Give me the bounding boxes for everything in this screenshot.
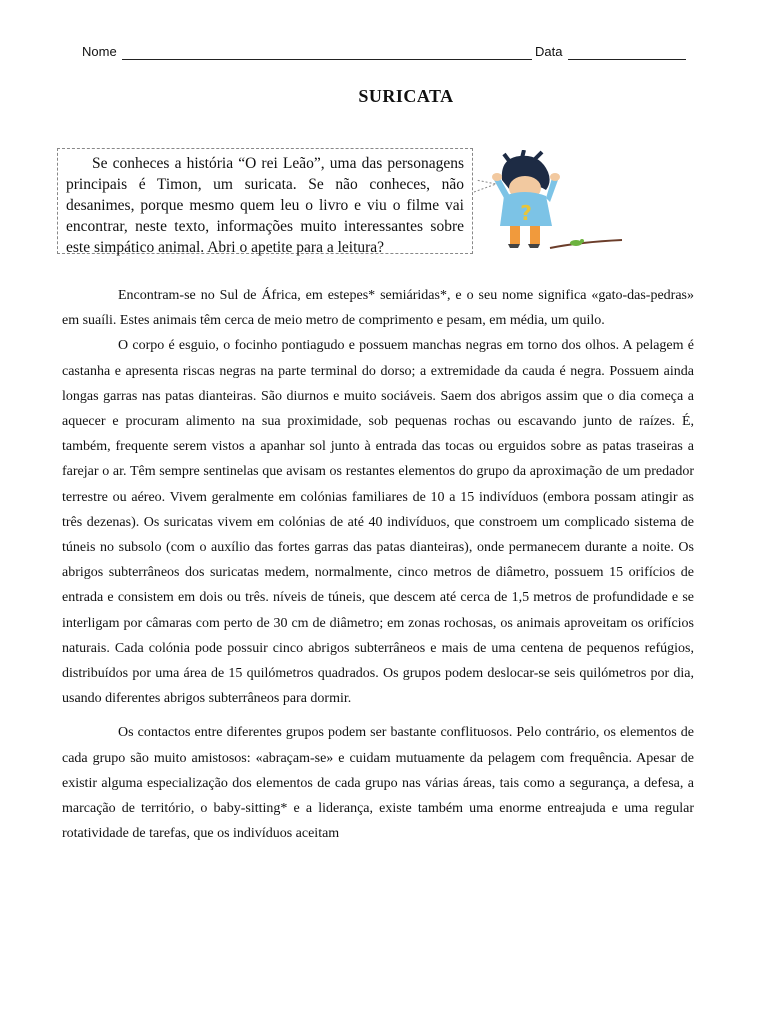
worksheet-header	[82, 44, 686, 64]
child-with-question-mark-illustration	[470, 150, 630, 260]
paragraph-3: Os contactos entre diferentes grupos podem ser bastante conflituosos. Pelo contrário, os elementos de cada grupo são muito amistosos: «abraçam-se» e cuidam mutuamente da pelagem com frequência. Apesar de existir alguma especialização dos elementos de cada grupo nas várias áreas, tais como a segurança, a defesa, a marcação de território, o baby-sitting* e a liderança, existe também uma enorme entreajuda e uma regular rotatividade de tarefas, que os indivíduos aceitam	[62, 725, 694, 842]
paragraph-2: O corpo é esguio, o focinho pontiagudo e possuem manchas negras em torno dos olhos. A pelagem é castanha e apresenta riscas negras na parte terminal do dorso; a extremidade da cauda é negra. Possuem ainda longas garras nas patas dianteiras. São diurnos e muito sociáveis. Saem dos abrigos assim que o dia começa a aquecer e procuram alimento na sua proximidade, sob pequenas rochas ou escavando junto de raízes. É, também, frequente serem vistos a apanhar sol junto à entrada das tocas ou erguidos sobre as patas traseiras a farejar o ar. Têm sempre sentinelas que avisam os restantes elementos do grupo da aproximação de um predador terrestre ou aéreo. Vivem geralmente em colónias familiares de 10 a 15 indivíduos (embora possam atingir as três dezenas). Os suricatas vivem em colónias de até 40 indivíduos, que constroem um complicado sistema de túneis no subsolo (com o auxílio das fortes garras das patas dianteiras), onde permanecem durante a noite. Os abrigos subterrâneos dos suricatas medem, normalmente, cinco metros de diâmetro, possuem 15 orifícios de entrada e consistem em dois ou três. níveis de túneis, que descem até cerca de 1,5 metros de profundidade e se interligam por câmaras com perto de 30 cm de diâmetro; em zonas rochosas, os animais aproveitam os orifícios naturais. Cada colónia pode possuir cinco abrigos subterrâneos e mais de uma centena de pequenos refúgios, distribuídos por uma área de 15 quilómetros quadrados. Os grupos podem deslocar-se seis quilómetros por dia, usando diferentes abrigos subterrâneos para dormir.	[62, 338, 694, 707]
paragraph-1: Encontram-se no Sul de África, em estepes* semiáridas*, e o seu nome significa «gato-das-pedras» em suaíli. Estes animais têm cerca de meio metro de comprimento e pesam, em média, um quilo.	[62, 288, 694, 329]
date-label: Data	[535, 44, 563, 59]
question-mark-icon: ?	[520, 201, 532, 225]
article-body	[62, 283, 694, 855]
name-label: Nome	[82, 44, 117, 59]
intro-box	[57, 148, 473, 254]
intro-text: Se conheces a história “O rei Leão”, uma das personagens principais é Timon, um suricata. Se não conheces, não desanimes, porque mesmo quem leu o livro e viu o filme vai encontrar, neste texto, informações muito interessantes sobre este simpático animal. Abri o apetite para a leitura?	[66, 155, 464, 256]
name-input-line[interactable]	[122, 59, 532, 60]
page-title: SURICATA	[358, 86, 454, 106]
date-input-line[interactable]	[568, 59, 686, 60]
